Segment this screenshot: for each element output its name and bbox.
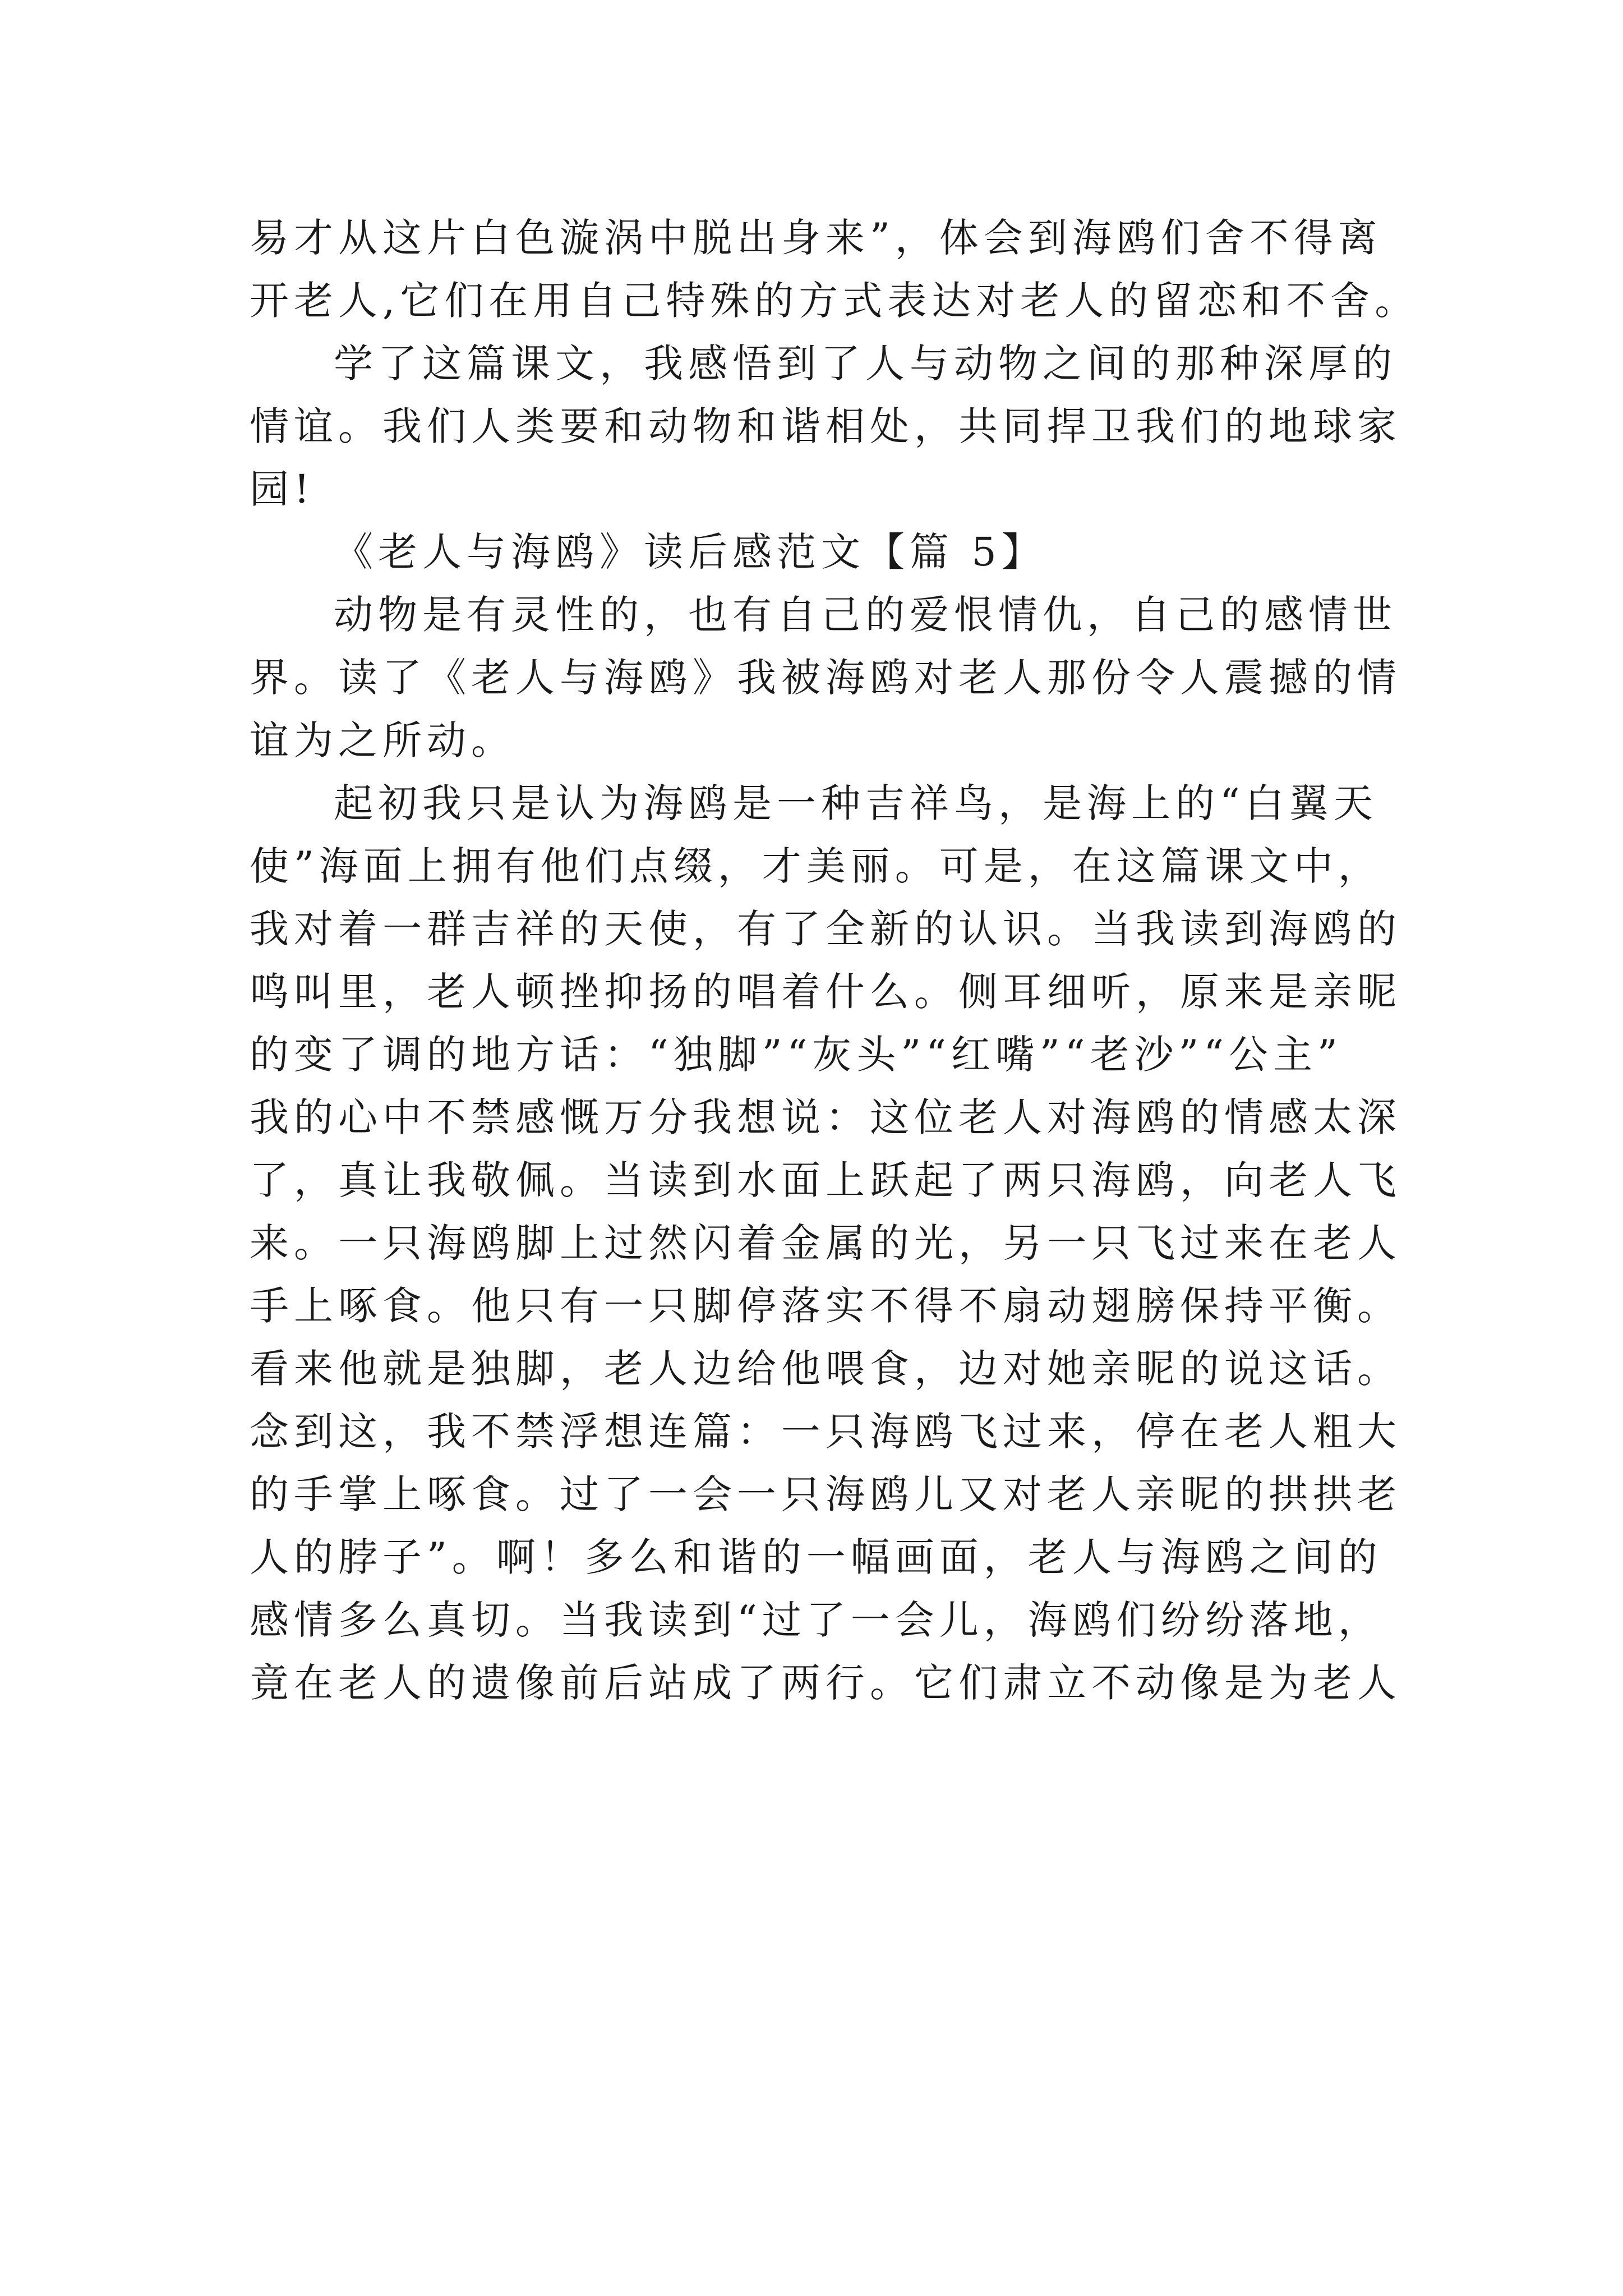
text-line-12: 我对着一群吉祥的天使，有了全新的认识。当我读到海鸥的 — [250, 906, 1401, 952]
text-line-18: 手上啄食。他只有一只脚停落实不得不扇动翅膀保持平衡。 — [250, 1283, 1401, 1329]
text-line-11: 使”海面上拥有他们点缀，才美丽。可是，在这篇课文中， — [250, 843, 1382, 889]
text-line-19: 看来他就是独脚，老人边给他喂食，边对她亲昵的说这话。 — [250, 1346, 1401, 1392]
text-line-9: 谊为之所动。 — [250, 717, 515, 763]
text-line-23: 感情多么真切。当我读到“过了一会儿，海鸥们纷纷落地， — [250, 1597, 1382, 1643]
text-line-15: 我的心中不禁感慨万分我想说：这位老人对海鸥的情感太深 — [250, 1094, 1401, 1140]
text-line-1: 易才从这片白色漩涡中脱出身来”，体会到海鸥们舍不得离 — [250, 215, 1382, 261]
text-line-8: 界。读了《老人与海鸥》我被海鸥对老人那份令人震撼的情 — [250, 655, 1401, 701]
paragraph-start-line: 动物是有灵性的，也有自己的爱恨情仇，自己的感情世 — [334, 592, 1397, 638]
text-line-4: 情谊。我们人类要和动物和谐相处，共同捍卫我们的地球家 — [250, 403, 1401, 449]
text-line-17: 来。一只海鸥脚上过然闪着金属的光，另一只飞过来在老人 — [250, 1220, 1401, 1266]
paragraph-start-line: 起初我只是认为海鸥是一种吉祥鸟，是海上的“白翼天 — [334, 780, 1378, 826]
text-line-2: 开老人,它们在用自己特殊的方式表达对老人的留恋和不舍。 — [250, 278, 1419, 324]
paragraph-start-line: 学了这篇课文，我感悟到了人与动物之间的那种深厚的 — [334, 341, 1397, 386]
text-line-16: 了，真让我敬佩。当读到水面上跃起了两只海鸥，向老人飞 — [250, 1157, 1401, 1203]
text-line-21: 的手掌上啄食。过了一会一只海鸥儿又对老人亲昵的拱拱老 — [250, 1471, 1401, 1517]
body-text — [250, 206, 1419, 1714]
text-line-13: 鸣叫里，老人顿挫抑扬的唱着什么。侧耳细听，原来是亲昵 — [250, 969, 1401, 1015]
section-heading: 《老人与海鸥》读后感范文【篇 5】 — [334, 529, 1046, 575]
text-line-14: 的变了调的地方话：“独脚”“灰头”“红嘴”“老沙”“公主” — [250, 1032, 1343, 1078]
text-line-22: 人的脖子”。啊！多么和谐的一幅画面，老人与海鸥之间的 — [250, 1534, 1382, 1580]
text-line-5: 园! — [250, 466, 315, 512]
text-line-20: 念到这，我不禁浮想连篇：一只海鸥飞过来，停在老人粗大 — [250, 1409, 1401, 1455]
text-line-24: 竟在老人的遗像前后站成了两行。它们肃立不动像是为老人 — [250, 1660, 1401, 1706]
